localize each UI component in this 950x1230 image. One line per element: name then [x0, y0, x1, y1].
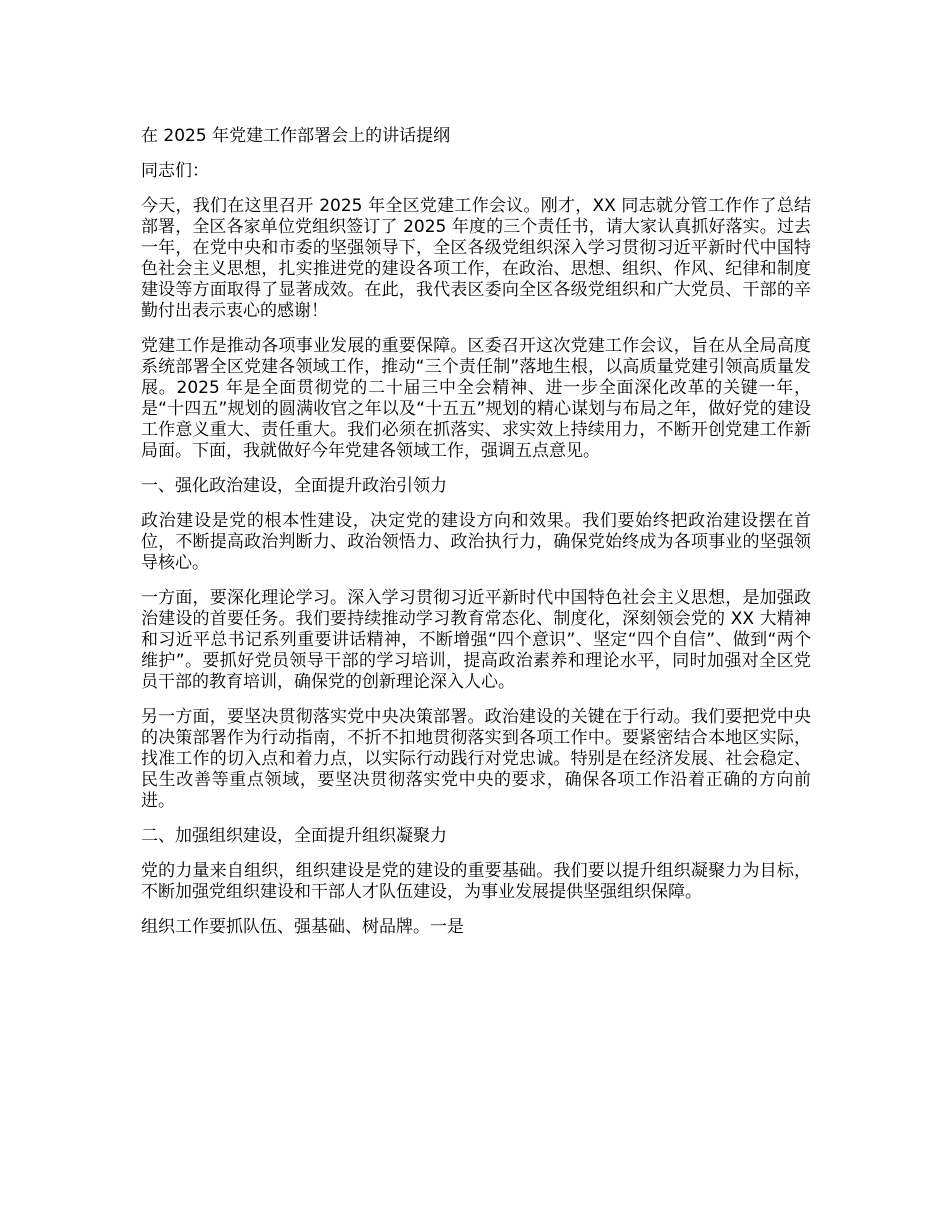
section1-paragraph-1: 政治建设是党的根本性建设，决定党的建设方向和效果。我们要始终把政治建设摆在首位，不断提高政治判断力、政治领悟力、政治执行力，确保党始终成为各项事业的坚强领导核心。: [141, 511, 811, 573]
document-page: [141, 126, 811, 952]
document-title: 在 2025 年党建工作部署会上的讲话提纲: [141, 126, 451, 146]
section-heading-2: 二、加强组织建设，全面提升组织凝聚力: [141, 826, 447, 846]
section1-paragraph-3: 另一方面，要坚决贯彻落实党中央决策部署。政治建设的关键在于行动。我们要把党中央的决策部署作为行动指南，不折不扣地贯彻落实到各项工作中。要紧密结合本地区实际，找准工作的切入点和着力点，以实际行动践行对党忠诚。特别是在经济发展、社会稳定、民生改善等重点领域，要坚决贯彻落实党中央的要求，确保各项工作沿着正确的方向前进。: [141, 707, 811, 811]
section-heading-1: 一、强化政治建设，全面提升政治引领力: [141, 476, 447, 496]
salutation: 同志们：: [141, 161, 209, 181]
intro-paragraph-1: 今天，我们在这里召开 2025 年全区党建工作会议。刚才，XX 同志就分管工作作了总结部署，全区各家单位党组织签订了 2025 年度的三个责任书，请大家认真抓好落实。过去一年，在党中央和市委的坚强领导下，全区各级党组织深入学习贯彻习近平新时代中国特色社会主义思想，扎实推进党的建设各项工作，在政治、思想、组织、作风、纪律和制度建设等方面取得了显著成效。在此，我代表区委向全区各级党组织和广大党员、干部的辛勤付出表示衷心的感谢！: [141, 196, 811, 321]
intro-paragraph-2: 党建工作是推动各项事业发展的重要保障。区委召开这次党建工作会议，旨在从全局高度系统部署全区党建各领域工作，推动“三个责任制”落地生根，以高质量党建引领高质量发展。2025 年是全面贯彻党的二十届三中全会精神、进一步全面深化改革的关键一年，是“十四五”规划的圆满收官之年以及“十五五”规划的精心谋划与布局之年，做好党的建设工作意义重大、责任重大。我们必须在抓落实、求实效上持续用力，不断开创党建工作新局面。下面，我就做好今年党建各领域工作，强调五点意见。: [141, 336, 811, 461]
section2-paragraph-1: 党的力量来自组织，组织建设是党的建设的重要基础。我们要以提升组织凝聚力为目标，不断加强党组织建设和干部人才队伍建设，为事业发展提供坚强组织保障。: [141, 861, 811, 902]
section1-paragraph-2: 一方面，要深化理论学习。深入学习贯彻习近平新时代中国特色社会主义思想，是加强政治建设的首要任务。我们要持续推动学习教育常态化、制度化，深刻领会党的 XX 大精神和习近平总书记系列重要讲话精神，不断增强“四个意识”、坚定“四个自信”、做到“两个维护”。要抓好党员领导干部的学习培训，提高政治素养和理论水平，同时加强对全区党员干部的教育培训，确保党的创新理论深入人心。: [141, 588, 811, 692]
section2-paragraph-2: 组织工作要抓队伍、强基础、树品牌。一是: [141, 917, 464, 937]
